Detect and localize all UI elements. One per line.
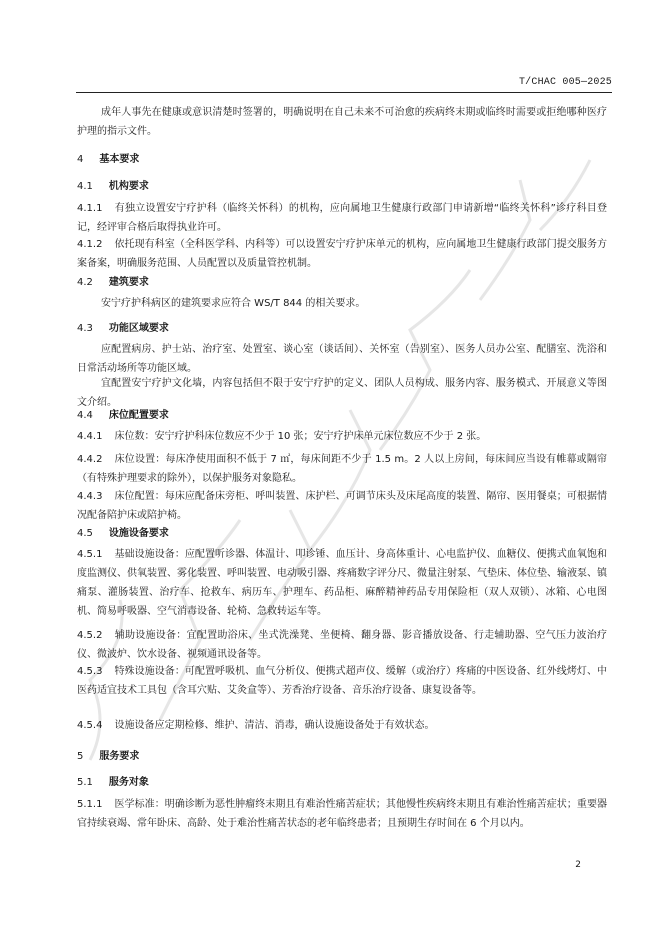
section-title: 设施设备要求 xyxy=(108,528,169,539)
section-title: 功能区域要求 xyxy=(108,323,169,334)
clause-5-1-1 xyxy=(77,795,607,833)
clause-4-5-2 xyxy=(77,626,607,664)
clause-4-5-4 xyxy=(77,716,607,735)
section-title: 服务要求 xyxy=(99,751,140,762)
clause-number: 4.5.1 xyxy=(77,549,103,560)
clause-text: 有独立设置安宁疗护科（临终关怀科）的机构，应向属地卫生健康行政部门申请新增“临终关怀科”诊疗科目登记，经评审合格后取得执业许可。 xyxy=(77,203,607,233)
section-title: 服务对象 xyxy=(108,777,149,788)
section-title: 建筑要求 xyxy=(108,277,149,288)
section-number: 4 xyxy=(77,154,84,165)
section-number: 4.2 xyxy=(77,277,93,288)
clause-text: 依托现有科室（全科医学科、内科等）可以设置安宁疗护床单元的机构，应向属地卫生健康行政部门提交服务方案备案，明确服务范围、人员配置以及质量管控机制。 xyxy=(77,239,607,269)
section-4-5-heading xyxy=(77,524,607,543)
clause-text: 特殊设施设备：可配置呼吸机、血气分析仪、便携式超声仪、缓解（或治疗）疼痛的中医设备、红外线烤灯、中医药适宜技术工具包（含耳穴贴、艾灸盒等）、芳香治疗设备、音乐治疗设备、康复设备等。 xyxy=(77,666,607,696)
clause-text: 医学标准：明确诊断为恶性肿瘤终末期且有难治性痛苦症状；其他慢性疾病终末期且有难治性痛苦症状；重要器官持续衰竭、常年卧床、高龄、处于难治性痛苦状态的老年临终患者；且预期生存时间在 6 个月以内。 xyxy=(77,799,607,829)
clause-4-5-3 xyxy=(77,662,607,700)
document-id: T/CHAC 005—2025 xyxy=(518,77,612,88)
section-4-heading xyxy=(77,150,607,169)
section-4-3-paragraph-1: 应配置病房、护士站、治疗室、处置室、谈心室（谈话间）、关怀室（告别室）、医务人员办公室、配膳室、洗浴和日常活动场所等功能区域。 xyxy=(77,344,607,374)
clause-number: 4.1.1 xyxy=(77,203,103,214)
section-title: 基本要求 xyxy=(99,154,140,165)
clause-4-4-2 xyxy=(77,450,607,488)
section-number: 5 xyxy=(77,751,84,762)
clause-text: 床位设置：每床净使用面积不低于 7 ㎡，每床间距不少于 1.5 m。2 人以上房间，每床间应当设有帷幕或隔帘（有特殊护理要求的除外），以保护服务对象隐私。 xyxy=(77,454,607,484)
clause-number: 4.1.2 xyxy=(77,239,103,250)
intro-paragraph: 成年人事先在健康或意识清楚时签署的，明确说明在自己未来不可治愈的疾病终末期或临终时需要或拒绝哪种医疗护理的指示文件。 xyxy=(77,107,607,137)
clause-4-5-1 xyxy=(77,545,607,621)
section-4-4-heading xyxy=(77,406,607,425)
clause-number: 4.5.3 xyxy=(77,666,103,677)
clause-number: 5.1.1 xyxy=(77,799,103,810)
clause-number: 4.5.4 xyxy=(77,720,103,731)
clause-text: 床位配置：每床应配备床旁柜、呼叫装置、床护栏、可调节床头及床尾高度的装置、隔帘、医用餐桌；可根据情况配备陪护床或陪护椅。 xyxy=(77,491,607,521)
section-4-2-heading xyxy=(77,273,607,292)
section-number: 4.4 xyxy=(77,410,93,421)
section-number: 4.1 xyxy=(77,181,93,192)
page-number: 2 xyxy=(575,860,581,870)
section-4-2-text: 安宁疗护科病区的建筑要求应符合 WS/T 844 的相关要求。 xyxy=(101,298,366,309)
section-4-1-heading xyxy=(77,177,607,196)
clause-number: 4.4.1 xyxy=(77,431,103,442)
section-title: 床位配置要求 xyxy=(108,410,169,421)
clause-4-1-1 xyxy=(77,199,607,237)
clause-text: 设施设备应定期检修、维护、清洁、消毒，确认设施设备处于有效状态。 xyxy=(114,720,435,731)
clause-4-4-3 xyxy=(77,487,607,525)
section-4-3-heading xyxy=(77,319,607,338)
clause-text: 床位数：安宁疗护科床位数应不少于 10 张；安宁疗护床单元床位数应不少于 2 张。 xyxy=(114,431,487,442)
clause-text: 基础设施设备：应配置听诊器、体温计、叩诊锤、血压计、身高体重计、心电监护仪、血糖仪、便携式血氧饱和度监测仪、供氧装置、雾化装置、呼叫装置、电动吸引器、疼痛数字评分尺、微量注射泵、气垫床、体位垫、输液泵、镇痛泵、灌肠装置、治疗车、抢救车、病历车、护理车、药品柜、麻醉精神药品专用保险柜（双人双锁）、冰箱、心电图机、简易呼吸器、空气消毒设备、轮椅、急救转运车等。 xyxy=(77,549,607,617)
clause-text: 辅助设施设备：宜配置助浴床、坐式洗澡凳、坐便椅、翻身器、影音播放设备、行走辅助器、空气压力波治疗仪、微波炉、饮水设备、视频通讯设备等。 xyxy=(77,630,607,660)
section-5-1-heading xyxy=(77,773,607,792)
clause-number: 4.5.2 xyxy=(77,630,103,641)
clause-number: 4.4.2 xyxy=(77,454,103,465)
clause-number: 4.4.3 xyxy=(77,491,103,502)
section-4-3-paragraph-2: 宜配置安宁疗护文化墙，内容包括但不限于安宁疗护的定义、团队人员构成、服务内容、服务模式、开展意义等图文介绍。 xyxy=(77,378,607,408)
section-number: 4.5 xyxy=(77,528,93,539)
header-rule xyxy=(76,92,612,93)
clause-4-1-2 xyxy=(77,235,607,273)
section-number: 4.3 xyxy=(77,323,93,334)
section-title: 机构要求 xyxy=(108,181,149,192)
section-5-heading xyxy=(77,747,607,766)
section-number: 5.1 xyxy=(77,777,93,788)
clause-4-4-1 xyxy=(77,427,607,446)
